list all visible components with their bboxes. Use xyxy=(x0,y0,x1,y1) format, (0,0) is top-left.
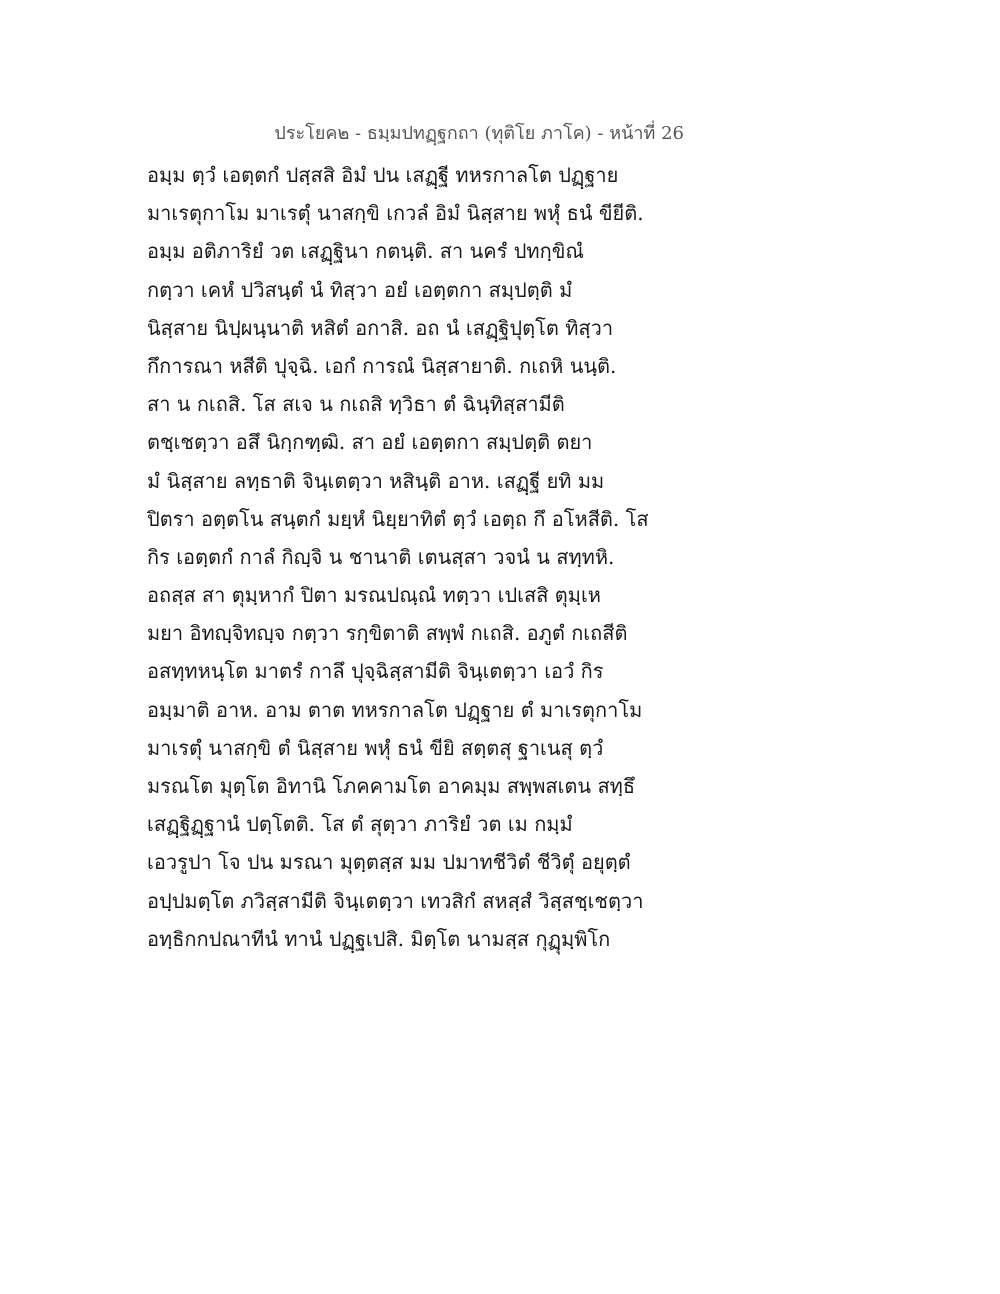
text-line: เอวรูปา โจ ปน มรณา มุตฺตสฺส มม ปมาทชีวิตํ ชีวิตุํ อยุตฺตํ xyxy=(147,850,631,875)
text-line: มาเรตุกาโม มาเรตุํ นาสกฺขิ เกวลํ อิมํ นิสฺสาย พหุํ ธนํ ขียีติ. xyxy=(147,201,644,226)
text-line: กึการณา หสีติ ปุจฺฉิ. เอกํ การณํ นิสฺสายาติ. กเถหิ นนฺติ. xyxy=(147,353,617,378)
text-line: กิร เอตฺตกํ กาลํ กิญฺจิ น ชานาติ เตนสฺสา วจนํ น สทฺทหิ. xyxy=(147,544,615,569)
text-line: มํ นิสฺสาย ลทฺธาติ จินฺเตตฺวา หสินฺติ อาห. เสฏฺฐี ยทิ มม xyxy=(147,468,605,493)
text-line: ตชฺเชตฺวา อสึ นิกฺกฑฺฒิ. สา อยํ เอตฺตกา สมฺปตฺติ ตยา xyxy=(147,430,593,455)
text-line: อถสฺส สา ตุมฺหากํ ปิตา มรณปณฺณํ ทตฺวา เปเสสิ ตุมฺเห xyxy=(147,583,601,608)
text-line: อสทฺทหนฺโต มาตรํ กาลึ ปุจฺฉิสฺสามีติ จินฺเตตฺวา เอวํ กิร xyxy=(147,659,604,684)
text-line: สา น กเถสิ. โส สเจ น กเถสิ ทฺวิธา ตํ ฉินฺทิสฺสามีติ xyxy=(147,392,565,417)
text-line: อมฺมาติ อาห. อาม ตาต ทหรกาลโต ปฏฺฐาย ตํ มาเรตุกาโม xyxy=(147,697,643,722)
text-line: ปิตรา อตฺตโน สนฺตกํ มยฺหํ นิยฺยาทิตํ ตฺวํ เอตฺถ กึ อโหสีติ. โส xyxy=(147,506,649,531)
text-line: เสฏฺฐิฏฺฐานํ ปตฺโตติ. โส ตํ สุตฺวา ภาริยํ วต เม กมฺมํ xyxy=(147,812,573,837)
text-line: มรณโต มุตฺโต อิทานิ โภคคามโต อาคมฺม สพฺพสเตน สทฺธึ xyxy=(147,774,636,798)
text-line: อปฺปมตฺโต ภวิสฺสามีติ จินฺเตตฺวา เทวสิกํ สหสฺสํ วิสฺสชฺเชตฺวา xyxy=(147,888,644,913)
text-line: มยา อิทญฺจิทญฺจ กตฺวา รกฺขิตาติ สพฺพํ กเถสิ. อภูตํ กเถสีติ xyxy=(147,621,628,646)
text-line: นิสฺสาย นิปฺผนฺนาติ หสิตํ อกาสิ. อถ นํ เสฏฺฐิปุตฺโต ทิสฺวา xyxy=(147,315,614,340)
text-line: มาเรตุํ นาสกฺขิ ตํ นิสฺสาย พหุํ ธนํ ขียิ สตฺตสุ ฐาเนสุ ตฺวํ xyxy=(147,735,604,760)
text-line: อมฺม ตฺวํ เอตฺตกํ ปสฺสสิ อิมํ ปน เสฏฺฐี ทหรกาลโต ปฏฺฐาย xyxy=(147,163,619,187)
running-header: ประโยค๒ - ธมฺมปทฏฺฐกถา (ทุติโย ภาโค) - หน้าที่ 26 xyxy=(274,123,684,144)
text-line: อมฺม อติภาริยํ วต เสฏฺฐินา กตนฺติ. สา นครํ ปทกฺขิณํ xyxy=(147,239,584,264)
text-line: อทฺธิกกปณาทีนํ ทานํ ปฏฺฐเปสิ. มิตฺโต นามสฺส กุฏุมฺพิโก xyxy=(147,926,611,951)
body-text xyxy=(147,156,677,958)
text-line: กตฺวา เคหํ ปวิสนฺตํ นํ ทิสฺวา อยํ เอตฺตกา สมฺปตฺติ มํ xyxy=(147,277,573,302)
